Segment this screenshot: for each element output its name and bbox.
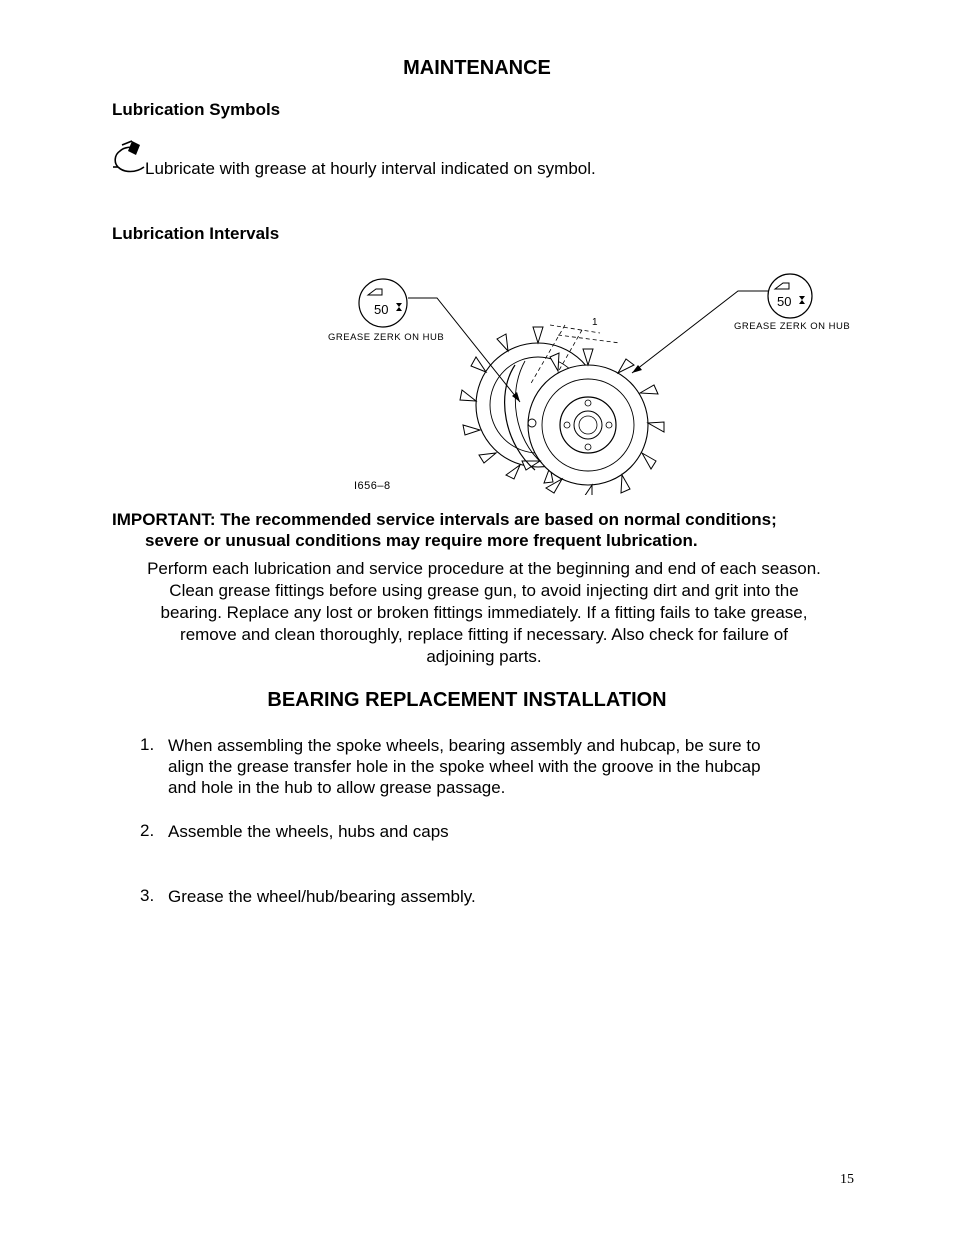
lubrication-figure	[320, 265, 860, 495]
lubrication-symbol-description: Lubricate with grease at hourly interval indicated on symbol.	[145, 159, 596, 178]
paragraph-line: Clean grease fittings before using grease gun, to avoid injecting dirt and grit into the	[169, 581, 799, 600]
bearing-replacement-heading: BEARING REPLACEMENT INSTALLATION	[267, 689, 667, 711]
step-1-text	[168, 735, 761, 798]
step-2-number: 2.	[140, 821, 155, 840]
right-lube-symbol	[768, 274, 812, 318]
step-3-text: Grease the wheel/hub/bearing assembly.	[168, 887, 476, 906]
lubrication-intervals-heading: Lubrication Intervals	[112, 224, 280, 243]
page-title: MAINTENANCE	[403, 57, 551, 79]
left-lube-symbol	[359, 279, 407, 327]
right-figure-label: GREASE ZERK ON HUB	[734, 321, 851, 332]
important-notice-line1: IMPORTANT: The recommended service intervals are based on normal conditions;	[112, 510, 777, 529]
callout-number: 1	[592, 317, 598, 328]
step-line: and hole in the hub to allow grease passage.	[168, 778, 506, 797]
step-line: align the grease transfer hole in the spoke wheel with the groove in the hubcap	[168, 757, 761, 776]
step-line: When assembling the spoke wheels, bearing assembly and hubcap, be sure to	[168, 736, 761, 755]
paragraph-line: Perform each lubrication and service procedure at the beginning and end of each season.	[147, 559, 821, 578]
paragraph-line: remove and clean thoroughly, replace fitting if necessary. Also check for failure of	[180, 625, 788, 644]
paragraph-line: adjoining parts.	[426, 647, 542, 666]
right-interval-value: 50	[777, 294, 792, 309]
left-interval-value: 50	[374, 302, 389, 317]
left-figure-label: GREASE ZERK ON HUB	[328, 332, 445, 343]
page-number: 15	[840, 1172, 854, 1187]
lubrication-symbols-heading: Lubrication Symbols	[112, 100, 281, 119]
step-3-number: 3.	[140, 886, 155, 905]
figure-id: I656–8	[354, 480, 391, 492]
step-2-text: Assemble the wheels, hubs and caps	[168, 822, 449, 841]
important-notice-line2: severe or unusual conditions may require more frequent lubrication.	[145, 531, 698, 550]
spoke-wheel-front	[505, 349, 664, 495]
maintenance-paragraph	[60, 558, 908, 668]
grease-gun-icon	[110, 137, 150, 177]
step-1-number: 1.	[140, 735, 155, 754]
paragraph-line: bearing. Replace any lost or broken fittings immediately. If a fitting fails to take grease,	[160, 603, 808, 622]
